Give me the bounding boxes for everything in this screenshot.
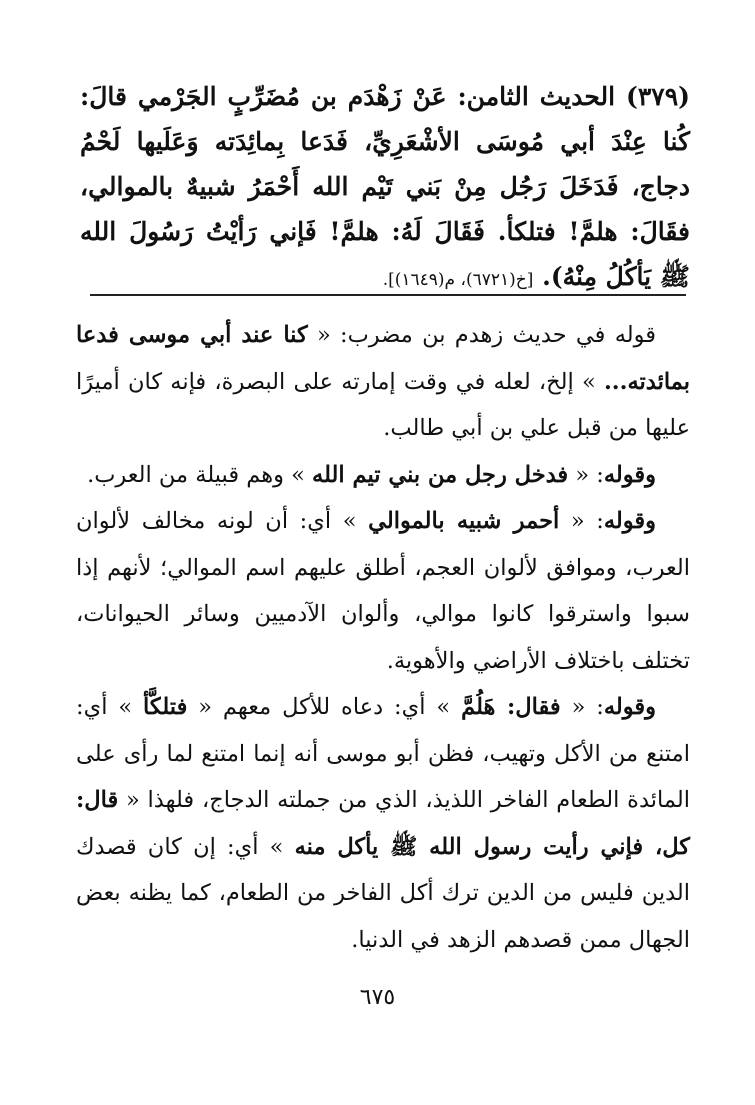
commentary-text: » وهم قبيلة من العرب. xyxy=(87,461,305,488)
quoted-phrase: كنا عند أبي موسى فدعا بمائدته... xyxy=(76,322,690,395)
commentary-text: » إلخ، لعله في وقت إمارته على البصرة، فإنه كان أميرًا عليها من قبل علي بن أبي طالب. xyxy=(76,368,690,441)
commentary-lead: وقوله xyxy=(603,461,656,488)
commentary-block xyxy=(76,312,690,963)
commentary-paragraph xyxy=(76,312,690,452)
quoted-phrase: فتلكَّأ xyxy=(143,694,188,720)
commentary-lead: وقوله xyxy=(603,694,656,720)
commentary-paragraph xyxy=(76,498,690,684)
commentary-lead: وقوله xyxy=(603,508,657,534)
hadith-block xyxy=(80,74,690,303)
hadith-heading: الحديث الثامن: xyxy=(457,82,616,111)
commentary-text: » أي: إن كان قصدك الدين فليس من الدين ترك أكل الفاخر من الطعام، كما يظنه بعض الجهال ممن قصدهم الزهد في الدنيا. xyxy=(76,833,690,953)
section-divider xyxy=(90,294,686,296)
quoted-phrase: فدخل رجل من بني تيم الله xyxy=(312,461,569,488)
hadith-number: (٣٧٩) xyxy=(626,82,690,111)
commentary-text: : « xyxy=(570,508,604,534)
commentary-text: » أي: امتنع من الأكل وتهيب، فظن أبو موسى أنه إنما امتنع لما رأى على المائدة الطعام الفاخر اللذيذ، الذي من جملته الدجاج، فلهذا « xyxy=(76,694,690,813)
quoted-phrase: أحمر شبيه بالموالي xyxy=(368,508,560,534)
commentary-text: » أي: أن لونه مخالف لألوان العرب، وموافق لألوان العجم، أطلق عليهم اسم الموالي؛ لأنهم إذا سبوا واسترقوا كانوا موالي، وألوان الآدميين وسائر الحيوانات، تختلف باختلاف الأراضي والأهوية. xyxy=(76,508,690,674)
quoted-phrase: فقال: هَلُمَّ xyxy=(461,694,561,720)
hadith-text: عَنْ زَهْدَم بن مُضَرِّبٍ الجَرْمي قالَ: كُنا عِنْدَ أبي مُوسَى الأشْعَرِيِّ، فَدَعا بِمائِدَته وَعَلَيها لَحْمُ دجاج، فَدَخَلَ رَجُل مِنْ بَني تَيْم الله أَحْمَرُ شبيهٌ بالموالي، فقَالَ: هلمَّ! فتلكأ. فَقَالَ لَهُ: هلمَّ! فَإني رَأيْتُ رَسُولَ الله ﷺ يَأكُلُ مِنْهُ). xyxy=(80,82,690,291)
commentary-text: : « xyxy=(575,461,604,488)
commentary-text: قوله في حديث زهدم بن مضرب: « xyxy=(316,322,656,348)
commentary-text: » أي: دعاه للأكل معهم « xyxy=(198,694,451,720)
commentary-paragraph xyxy=(76,452,690,499)
hadith-source-reference: [خ(٦٧٢١)، م(١٦٤٩)]. xyxy=(382,270,534,290)
commentary-paragraph xyxy=(76,684,690,963)
quoted-phrase: قال: كل، فإني رأيت رسول الله ﷺ يأكل منه xyxy=(76,787,690,860)
commentary-text: : « xyxy=(571,694,604,720)
page-number: ٦٧٥ xyxy=(359,985,396,1010)
